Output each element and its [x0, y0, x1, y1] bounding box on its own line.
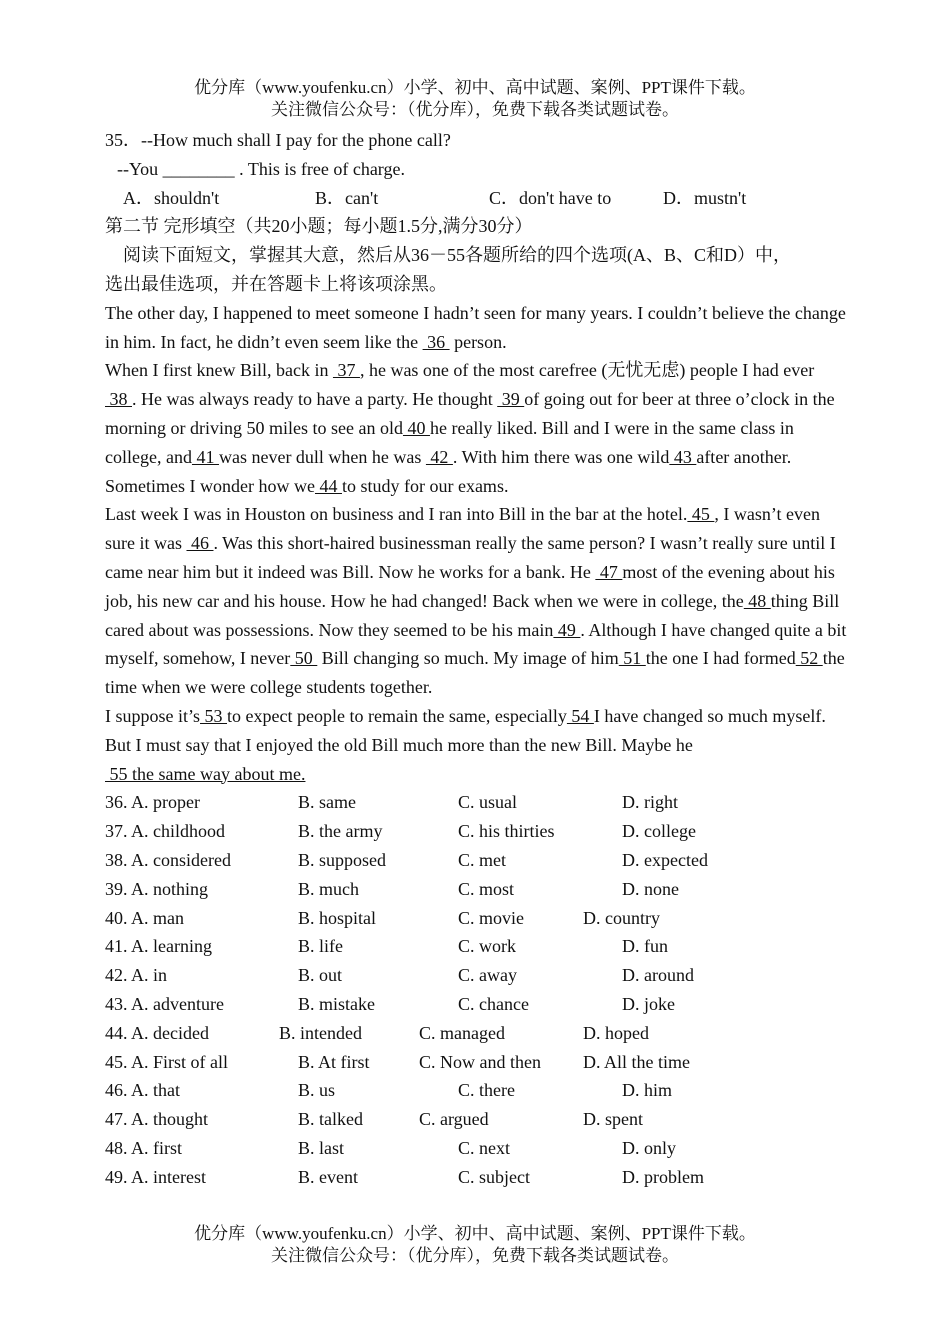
passage-text: , I wasn’t even sure it was [105, 504, 821, 554]
passage-text: to expect people to remain the same, especially [227, 705, 567, 726]
passage-text: Bill changing so much. My image of him [317, 648, 619, 669]
blank-number: 51 [618, 648, 646, 669]
passage-text: the one I had formed [645, 648, 796, 669]
choice-row [105, 846, 850, 875]
blank-number: 50 [290, 648, 318, 669]
choice-row [105, 904, 850, 933]
choice-option-c: C. away [458, 965, 517, 986]
blank-number: the same way about me. [132, 763, 306, 784]
choice-option-a: 47. A. thought [105, 1109, 209, 1130]
blank-number: 48 [743, 590, 771, 611]
choice-option-a: 37. A. childhood [105, 821, 225, 842]
choice-option-c: C. managed [419, 1022, 505, 1043]
choice-option-d: D. fun [622, 936, 668, 957]
blank-number: 40 [402, 417, 430, 438]
choices-list [105, 788, 850, 1191]
choice-option-a: 40. A. man [105, 907, 184, 928]
choice-option-d: D. All the time [583, 1051, 690, 1072]
choice-option-b: B. much [298, 878, 359, 899]
passage-text: I have changed so much myself. But I must say that I enjoyed the old Bill much more than the new Bill. Maybe he [105, 705, 826, 755]
choice-option-b: B. the army [298, 821, 383, 842]
passage-text: most of the evening about his job, his new car and his house. How he had changed! Back when we were in college, the [105, 561, 835, 611]
blank-number: 36 [422, 331, 450, 352]
blank-number: 42 [425, 446, 453, 467]
choice-option-d: D. joke [622, 993, 675, 1014]
header-line-2: 关注微信公众号：（优分库），免费下载各类试题试卷。 [271, 100, 679, 119]
footer-line-1: 优分库（www.youfenku.cn）小学、初中、高中试题、案例、PPT课件下载。 [194, 1224, 756, 1243]
exam-content [105, 126, 850, 1191]
passage-text: he really liked. Bill and I were in the same class in college, and [105, 417, 794, 467]
choice-option-c: C. subject [458, 1166, 530, 1187]
passage-text: of going out for beer at three o’clock in the morning or driving 50 miles to see an old [105, 389, 835, 438]
choice-option-b: B. life [298, 936, 343, 957]
choice-option-b: B. hospital [298, 907, 377, 928]
option-b: B．can't [315, 187, 379, 208]
choice-option-c: C. met [458, 849, 506, 870]
choice-option-a: 45. A. First of all [105, 1051, 229, 1072]
choice-option-a: 39. A. nothing [105, 878, 209, 899]
blank-number: 39 [497, 389, 525, 410]
choice-option-c: C. Now and then [419, 1051, 541, 1072]
blank-number: 44 [314, 475, 342, 496]
choice-option-c: C. movie [458, 907, 524, 928]
option-a: A．shouldn't [123, 187, 220, 208]
passage-text: the time when we were college students together. [105, 648, 845, 698]
page-header [0, 77, 950, 121]
blank-number: 54 [566, 705, 594, 726]
question-35-prompt: 35．--How much shall I pay for the phone call? [105, 130, 451, 150]
passage-paragraph-3 [105, 500, 850, 702]
choice-option-c: C. argued [419, 1109, 489, 1130]
choice-option-b: B. supposed [298, 849, 387, 870]
blank-number: 53 [200, 705, 228, 726]
passage-text: The other day, I happened to meet someone I hadn’t seen for many years. I couldn’t believe the change in him. In fact, he didn’t even seem like the [105, 302, 846, 352]
blank-number: 47 [595, 561, 623, 582]
choice-option-c: C. there [458, 1080, 515, 1101]
choice-row [105, 1048, 850, 1077]
footer-line-2: 关注微信公众号：（优分库），免费下载各类试题试卷。 [271, 1246, 679, 1265]
section-title: 第二节 完形填空（共20小题；每小题1.5分,满分30分） [105, 216, 533, 237]
choice-option-c: C. work [458, 936, 516, 957]
passage-paragraph-4 [105, 702, 850, 788]
choice-option-d: D. only [622, 1137, 676, 1158]
choice-option-a: 46. A. that [105, 1080, 180, 1101]
choice-option-a: 41. A. learning [105, 936, 212, 957]
passage-text: . With him there was one wild [452, 446, 670, 467]
blank-number: 49 [553, 619, 581, 640]
choice-option-a: 48. A. first [105, 1137, 183, 1158]
passage-text: person. [449, 331, 507, 352]
blank-number: 52 [795, 648, 823, 669]
choice-option-c: C. most [458, 878, 515, 899]
choice-option-b: B. same [298, 792, 356, 813]
choice-option-a: 38. A. considered [105, 849, 231, 870]
passage-paragraph-2 [105, 356, 850, 500]
choice-option-b: B. us [298, 1080, 336, 1101]
choice-option-d: D. country [583, 907, 660, 928]
choice-option-d: D. around [622, 965, 694, 986]
blank-number: 41 [191, 446, 219, 467]
choice-option-a: 43. A. adventure [105, 993, 224, 1014]
choice-option-b: B. mistake [298, 993, 375, 1014]
choice-option-c: C. his thirties [458, 821, 555, 842]
choice-row [105, 1076, 850, 1105]
choice-row [105, 1105, 850, 1134]
passage-text: When I first knew Bill, back in [105, 360, 333, 381]
blank-number: 37 [332, 360, 360, 381]
choice-row [105, 1163, 850, 1192]
choice-option-c: C. chance [458, 993, 529, 1014]
choice-option-b: B. last [298, 1137, 345, 1158]
choice-option-a: 36. A. proper [105, 792, 200, 813]
passage-text: . Although I have changed quite a bit myself, somehow, I never [105, 619, 847, 669]
choice-option-d: D. college [622, 821, 696, 842]
passage-paragraph-1 [105, 299, 850, 357]
header-line-1: 优分库（www.youfenku.cn）小学、初中、高中试题、案例、PPT课件下载。 [194, 78, 756, 97]
choice-option-b: B. intended [279, 1022, 362, 1043]
choice-option-a: 42. A. in [105, 965, 168, 986]
blank-number: 55 [105, 763, 132, 784]
option-c: C．don't have to [489, 187, 612, 208]
choice-option-a: 44. A. decided [105, 1022, 209, 1043]
choice-option-a: 49. A. interest [105, 1166, 206, 1187]
choice-option-b: B. At first [298, 1051, 370, 1072]
choice-option-d: D. him [622, 1080, 673, 1101]
choice-row [105, 932, 850, 961]
option-d: D．mustn't [663, 187, 747, 208]
passage-text: I suppose it’s [105, 705, 201, 726]
passage-text: Last week I was in Houston on business and I ran into Bill in the bar at the hotel. [105, 504, 688, 525]
passage-text: after another. Sometimes I wonder how we [105, 446, 792, 496]
passage-text: . Was this short-haired businessman really the same person? I wasn’t really sure until I came near him but it indeed was Bill. Now he works for a bank. He [105, 533, 836, 582]
choice-row [105, 875, 850, 904]
choice-row [105, 990, 850, 1019]
choice-row [105, 1019, 850, 1048]
choice-option-d: D. expected [622, 849, 708, 870]
question-35-options [105, 184, 850, 213]
choice-option-b: B. out [298, 965, 343, 986]
passage-text: was never dull when he was [218, 446, 426, 467]
choice-option-d: D. none [622, 878, 679, 899]
choice-option-d: D. right [622, 792, 678, 813]
choice-option-d: D. hoped [583, 1022, 649, 1043]
choice-row [105, 1134, 850, 1163]
question-35-response: --You ________ . This is free of charge. [117, 158, 405, 179]
passage-text: to study for our exams. [341, 475, 509, 496]
choice-option-c: C. usual [458, 792, 518, 813]
choice-option-c: C. next [458, 1137, 510, 1158]
section-instruction-1: 阅读下面短文，掌握其大意，然后从36－55各题所给的四个选项(A、B、C和D）中， [123, 245, 792, 266]
choice-row [105, 788, 850, 817]
section-instruction-2: 选出最佳选项，并在答题卡上将该项涂黑。 [105, 273, 447, 294]
blank-number: 38 [105, 389, 132, 410]
blank-number: 46 [186, 533, 214, 554]
choice-option-d: D. spent [583, 1109, 643, 1130]
choice-option-b: B. talked [298, 1109, 363, 1130]
blank-number: 43 [669, 446, 697, 467]
passage-text: . He was always ready to have a party. He thought [132, 389, 498, 410]
choice-row [105, 817, 850, 846]
choice-option-d: D. problem [622, 1166, 704, 1187]
passage-text: , he was one of the most carefree (无忧无虑) people I had ever [359, 360, 815, 381]
choice-option-b: B. event [298, 1166, 358, 1187]
blank-number: 45 [687, 504, 715, 525]
choice-row [105, 961, 850, 990]
passage-text: thing Bill cared about was possessions. Now they seemed to be his main [105, 590, 840, 640]
page-footer [0, 1223, 950, 1267]
